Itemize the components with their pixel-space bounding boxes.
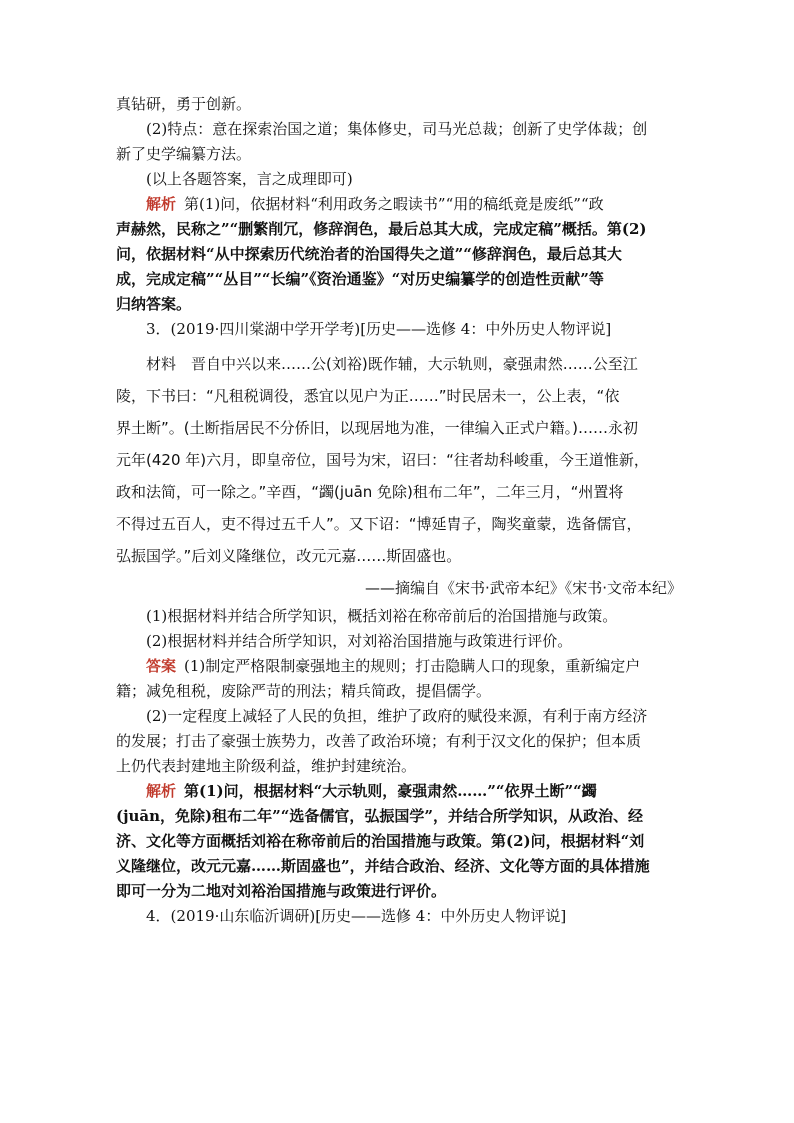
material-line: 材料 晋自中兴以来……公(刘裕)既作辅，大示轨则，豪强肃然……公至江 xyxy=(146,355,638,373)
text-line: 籍；减免租税，废除严苛的刑法；精兵简政，提倡儒学。 xyxy=(116,682,492,700)
text-line: 上仍代表封建地主阶级利益，维护封建统治。 xyxy=(116,757,417,775)
analysis-label: 解析 xyxy=(146,195,177,213)
answer-paragraph-3 xyxy=(116,654,682,679)
text-line: 义隆继位，改元元嘉……斯固盛也”，并结合政治、经济、文化等方面的具体措施 xyxy=(116,857,650,875)
material-line: 弘振国学。”后刘义隆继位，改元元嘉……斯固盛也。 xyxy=(116,547,462,565)
question-3-part-2: (2)根据材料并结合所学知识，对刘裕治国措施与政策进行评价。 xyxy=(146,632,573,650)
material-source: ——摘编自《宋书·武帝本纪》《宋书·文帝本纪》 xyxy=(364,579,682,597)
material-line: 不得过五百人，吏不得过五千人”。又下诏：“博延胄子，陶奖童蒙，选备儒官， xyxy=(116,515,642,533)
analysis-label: 解析 xyxy=(146,782,177,800)
text-line: 成，完成定稿”“丛目”“长编”《资治通鉴》“对历史编纂学的创造性贡献”等 xyxy=(116,270,604,288)
analysis-paragraph-1 xyxy=(116,192,682,217)
text-line: 第(1)问，根据材料“大示轨则，豪强肃然……”“依界土断”“蠲 xyxy=(184,782,597,800)
text-line: 新了史学编纂方法。 xyxy=(116,145,252,163)
text-line: 的发展；打击了豪强士族势力，改善了政治环境；有利于汉文化的保护；但本质 xyxy=(116,732,642,750)
text-line: (1)制定严格限制豪强地主的规则；打击隐瞒人口的现象，重新编定户 xyxy=(184,657,641,675)
question-3-header: 3．(2019·四川棠湖中学开学考)[历史——选修 4：中外历史人物评说] xyxy=(146,320,612,338)
text-line: 声赫然，民称之”“删繁削冗，修辞润色，最后总其大成，完成定稿”概括。第(2) xyxy=(116,220,647,238)
text-line: 归纳答案。 xyxy=(116,295,192,313)
text-line: (2)特点：意在探索治国之道；集体修史，司马光总裁；创新了史学体裁；创 xyxy=(146,120,648,138)
text-line: 济、文化等方面概括刘裕在称帝前后的治国措施与政策。第(2)问，根据材料“刘 xyxy=(116,832,645,850)
material-line: 元年(420 年)六月，即皇帝位，国号为宋，诏曰：“往者劫科峻重，今王道惟新， xyxy=(116,451,649,469)
text-line: 第(1)问，依据材料“利用政务之暇读书”“用的稿纸竟是废纸”“政 xyxy=(184,195,604,213)
material-line: 陵，下书曰：“凡租税调役，悉宜以见户为正……”时民居未一，公上表，“依 xyxy=(116,387,620,405)
text-line: 即可一分为二地对刘裕治国措施与政策进行评价。 xyxy=(116,882,447,900)
text-line: (以上各题答案，言之成理即可) xyxy=(146,170,353,188)
page-content xyxy=(116,92,682,929)
text-line: 真钻研，勇于创新。 xyxy=(116,95,252,113)
question-3-part-1: (1)根据材料并结合所学知识，概括刘裕在称帝前后的治国措施与政策。 xyxy=(146,607,618,625)
text-line: 问，依据材料“从中探索历代统治者的治国得失之道”“修辞润色，最后总其大 xyxy=(116,245,622,263)
text-line: (juān，免除)租布二年”“选备儒官，弘振国学”，并结合所学知识，从政治、经 xyxy=(116,807,644,825)
question-4-header: 4．(2019·山东临沂调研)[历史——选修 4：中外历史人物评说] xyxy=(146,907,567,925)
analysis-paragraph-3 xyxy=(116,779,682,804)
text-line: (2)一定程度上减轻了人民的负担，维护了政府的赋役来源，有利于南方经济 xyxy=(146,707,648,725)
material-line: 政和法简，可一除之。”辛酉，“蠲(juān 免除)租布二年”，二年三月，“州置将 xyxy=(116,483,624,501)
material-line: 界土断”。(土断指居民不分侨旧，以现居地为准，一律编入正式户籍。)……永初 xyxy=(116,419,638,437)
answer-label: 答案 xyxy=(146,657,177,675)
